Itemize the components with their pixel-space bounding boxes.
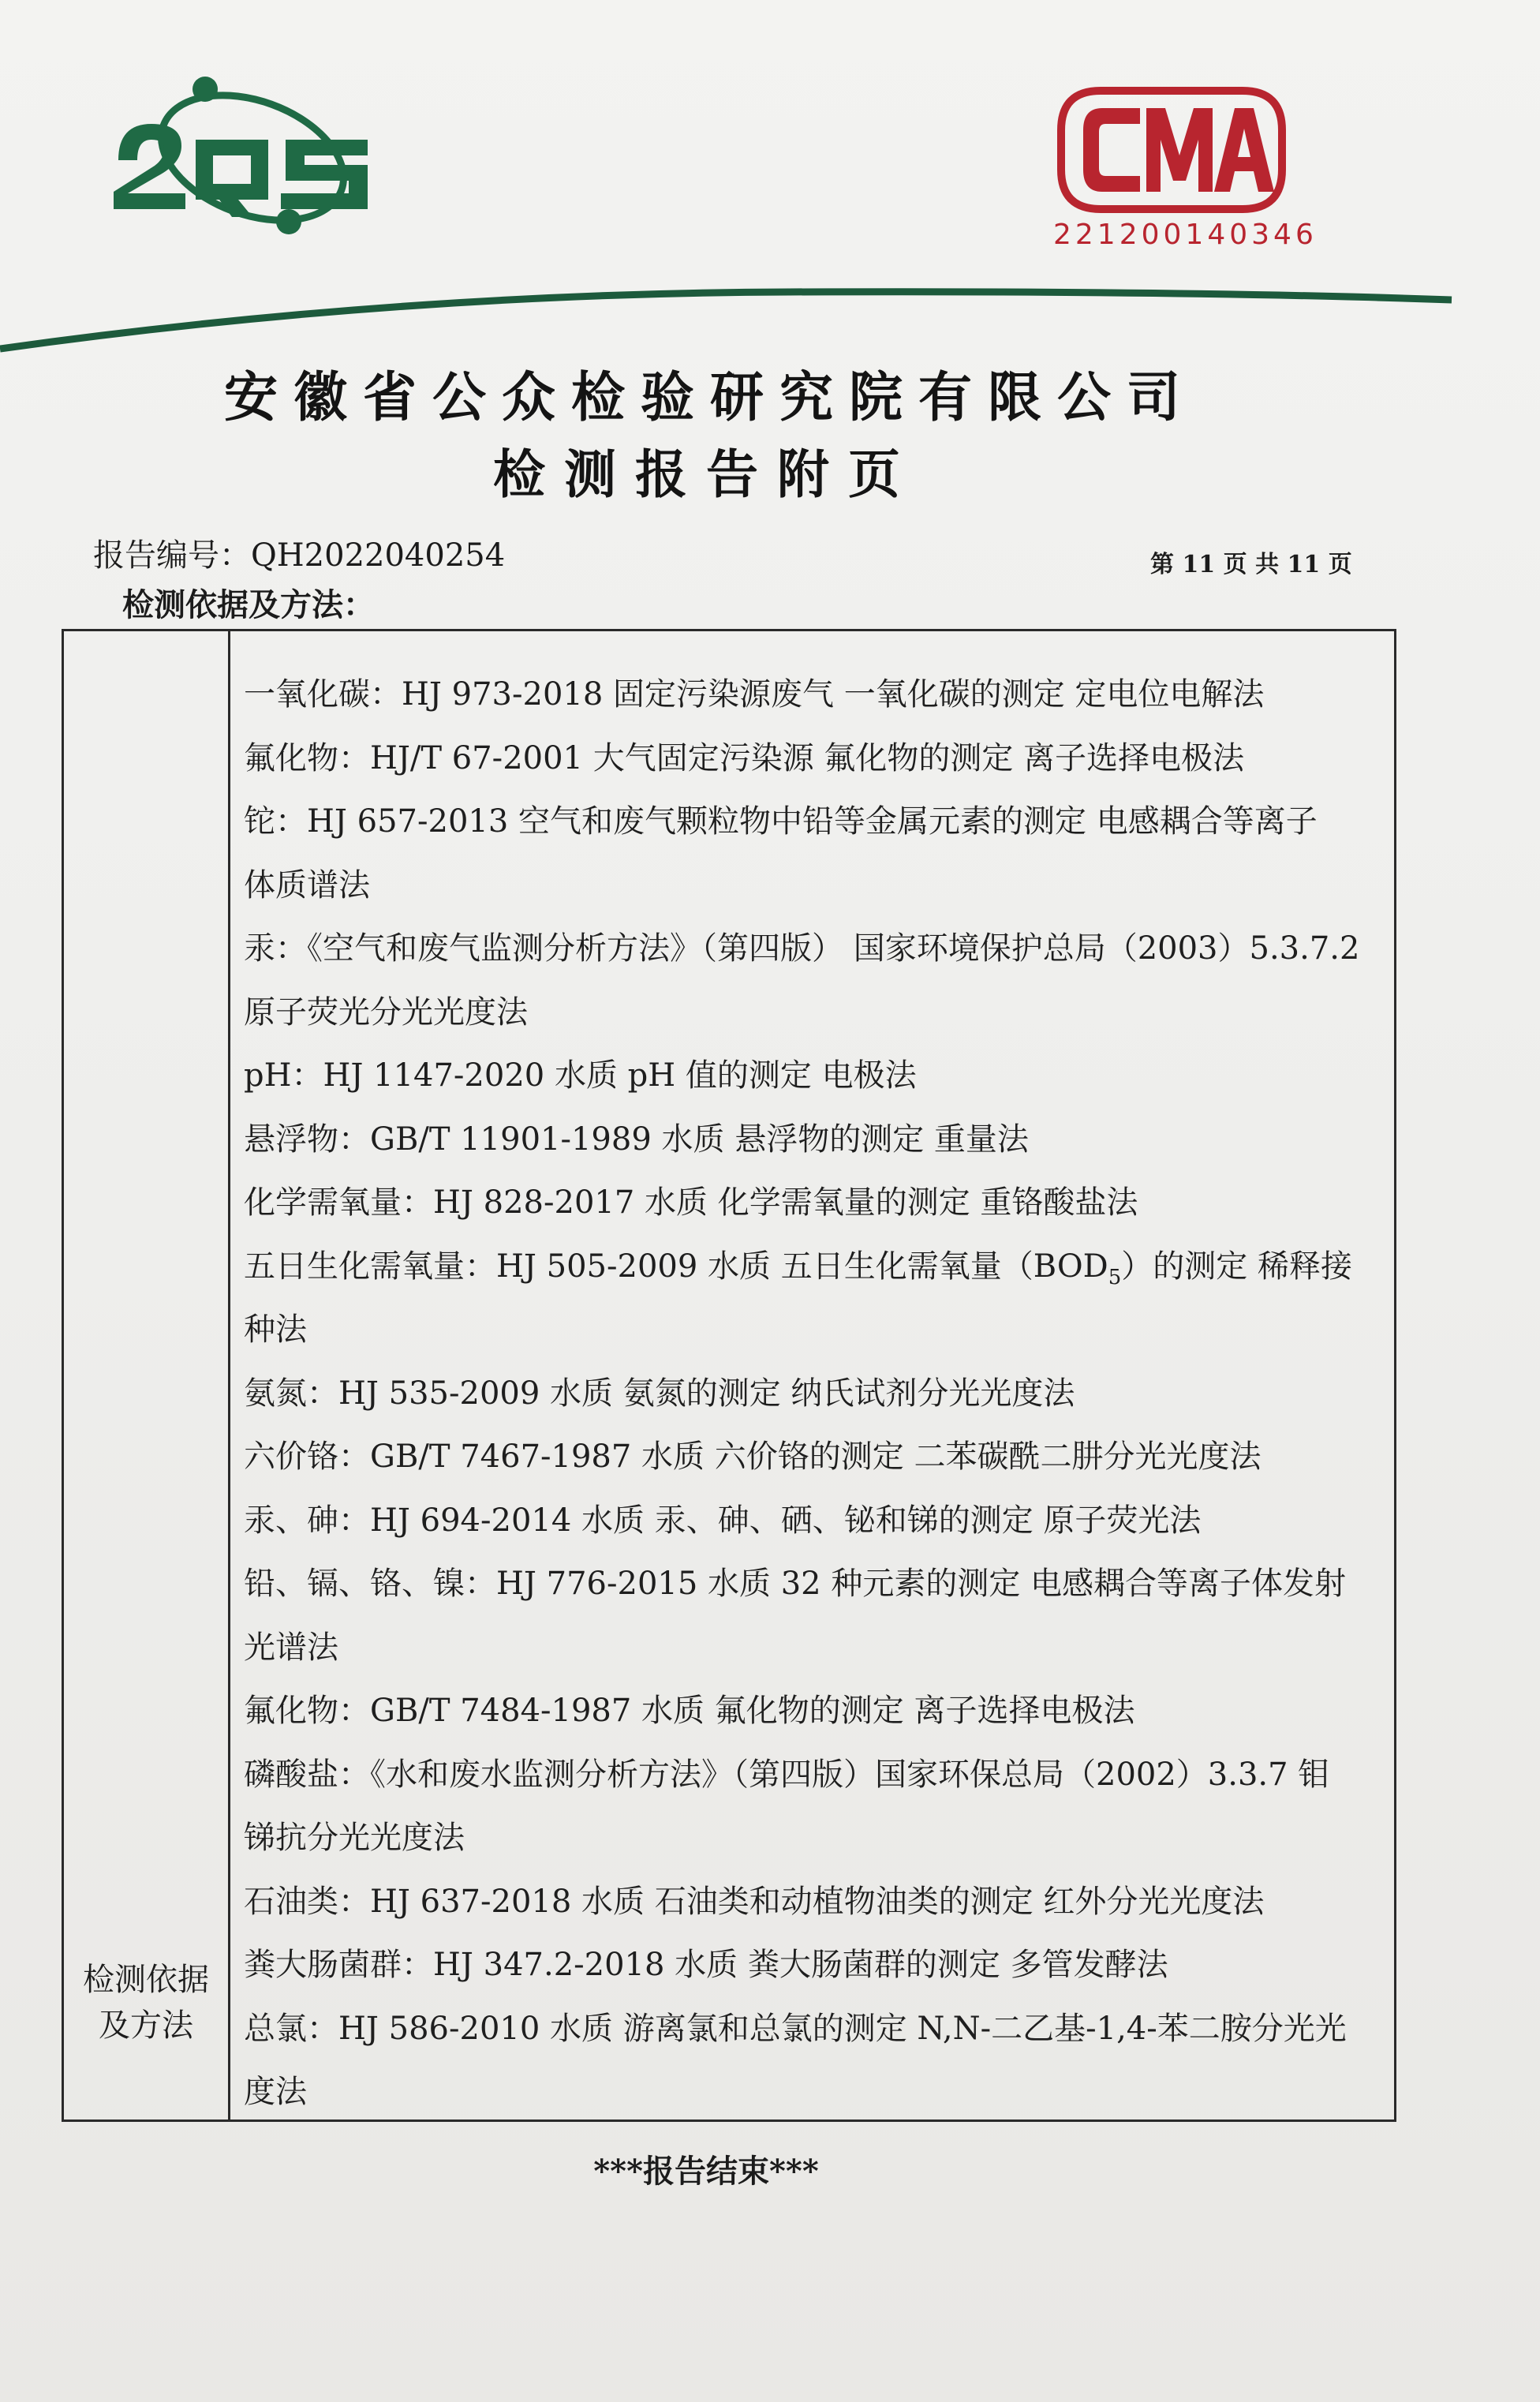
method-line: 六价铬：GB/T 7467-1987 水质 六价铬的测定 二苯碳酰二肼分光光度法: [244, 1439, 1262, 1475]
method-line: 光谱法: [244, 1629, 338, 1666]
bod-line-suffix: ）的测定 稀释接: [1121, 1248, 1352, 1285]
method-line: 锑抗分光光度法: [244, 1820, 465, 1856]
cma-logo-icon: [1053, 83, 1290, 217]
cma-certification-mark: [1053, 83, 1318, 260]
method-line: 磷酸盐：《水和废水监测分析方法》（第四版）国家环保总局（2002）3.3.7 钼: [244, 1756, 1330, 1793]
organization-logo: [103, 67, 387, 249]
method-line: 石油类：HJ 637-2018 水质 石油类和动植物油类的测定 红外分光光度法: [244, 1883, 1265, 1920]
bod-subscript: 5: [1108, 1265, 1122, 1289]
method-line: 氟化物：GB/T 7484-1987 水质 氟化物的测定 离子选择电极法: [244, 1693, 1135, 1729]
cma-certificate-number: 221200140346: [1053, 219, 1318, 251]
method-line: 汞、砷：HJ 694-2014 水质 汞、砷、硒、铋和锑的测定 原子荧光法: [244, 1502, 1202, 1539]
method-line: 粪大肠菌群：HJ 347.2-2018 水质 粪大肠菌群的测定 多管发酵法: [244, 1947, 1168, 1983]
report-end-mark: ***报告结束***: [593, 2153, 819, 2190]
method-line: 体质谱法: [244, 866, 370, 904]
methods-table: [62, 629, 1396, 2122]
method-line: 氨氮：HJ 535-2009 水质 氨氮的测定 纳氏试剂分光光度法: [244, 1375, 1075, 1412]
method-line: 氟化物：HJ/T 67-2001 大气固定污染源 氟化物的测定 离子选择电极法: [244, 739, 1245, 776]
method-line: 铅、镉、铬、镍：HJ 776-2015 水质 32 种元素的测定 电感耦合等离子体发射: [244, 1566, 1347, 1602]
method-line-bod: [244, 1235, 1380, 1299]
method-line: 总氯：HJ 586-2010 水质 游离氯和总氯的测定 N,N-二乙基-1,4-苯二胺分光光: [244, 2010, 1347, 2047]
method-line: 一氧化碳：HJ 973-2018 固定污染源废气 一氧化碳的测定 定电位电解法: [244, 676, 1265, 713]
section-heading: 检测依据及方法：: [122, 586, 375, 623]
methods-list: [244, 663, 1380, 2124]
report-number: [93, 530, 505, 575]
report-number-value: QH2022040254: [251, 537, 506, 574]
method-line: 铊：HJ 657-2013 空气和废气颗粒物中铅等金属元素的测定 电感耦合等离子: [244, 803, 1318, 840]
method-line: 种法: [244, 1311, 307, 1348]
method-line: 汞：《空气和废气监测分析方法》（第四版） 国家环境保护总局（2003）5.3.7.2: [244, 930, 1360, 967]
company-title: 安徽省公众检验研究院有限公司: [223, 367, 1196, 429]
method-line: pH：HJ 1147-2020 水质 pH 值的测定 电极法: [244, 1057, 917, 1094]
row-header-line: 检测依据: [83, 1962, 209, 1998]
table-column-divider: [228, 631, 230, 2120]
method-line: 悬浮物：GB/T 11901-1989 水质 悬浮物的测定 重量法: [244, 1121, 1029, 1158]
document-subtitle: 检测报告附页: [493, 444, 919, 505]
row-header-line: 及方法: [99, 2007, 193, 2044]
method-line: 化学需氧量：HJ 828-2017 水质 化学需氧量的测定 重铬酸盐法: [244, 1184, 1138, 1221]
method-line: 原子荧光分光光度法: [244, 993, 528, 1031]
report-number-label: 报告编号：: [93, 537, 251, 574]
method-line: 度法: [244, 2074, 307, 2110]
row-header: [64, 1957, 228, 2048]
page-counter: 第 11 页 共 11 页: [1150, 551, 1352, 578]
bod-line-prefix: 五日生化需氧量：HJ 505-2009 水质 五日生化需氧量（BOD: [244, 1248, 1108, 1285]
